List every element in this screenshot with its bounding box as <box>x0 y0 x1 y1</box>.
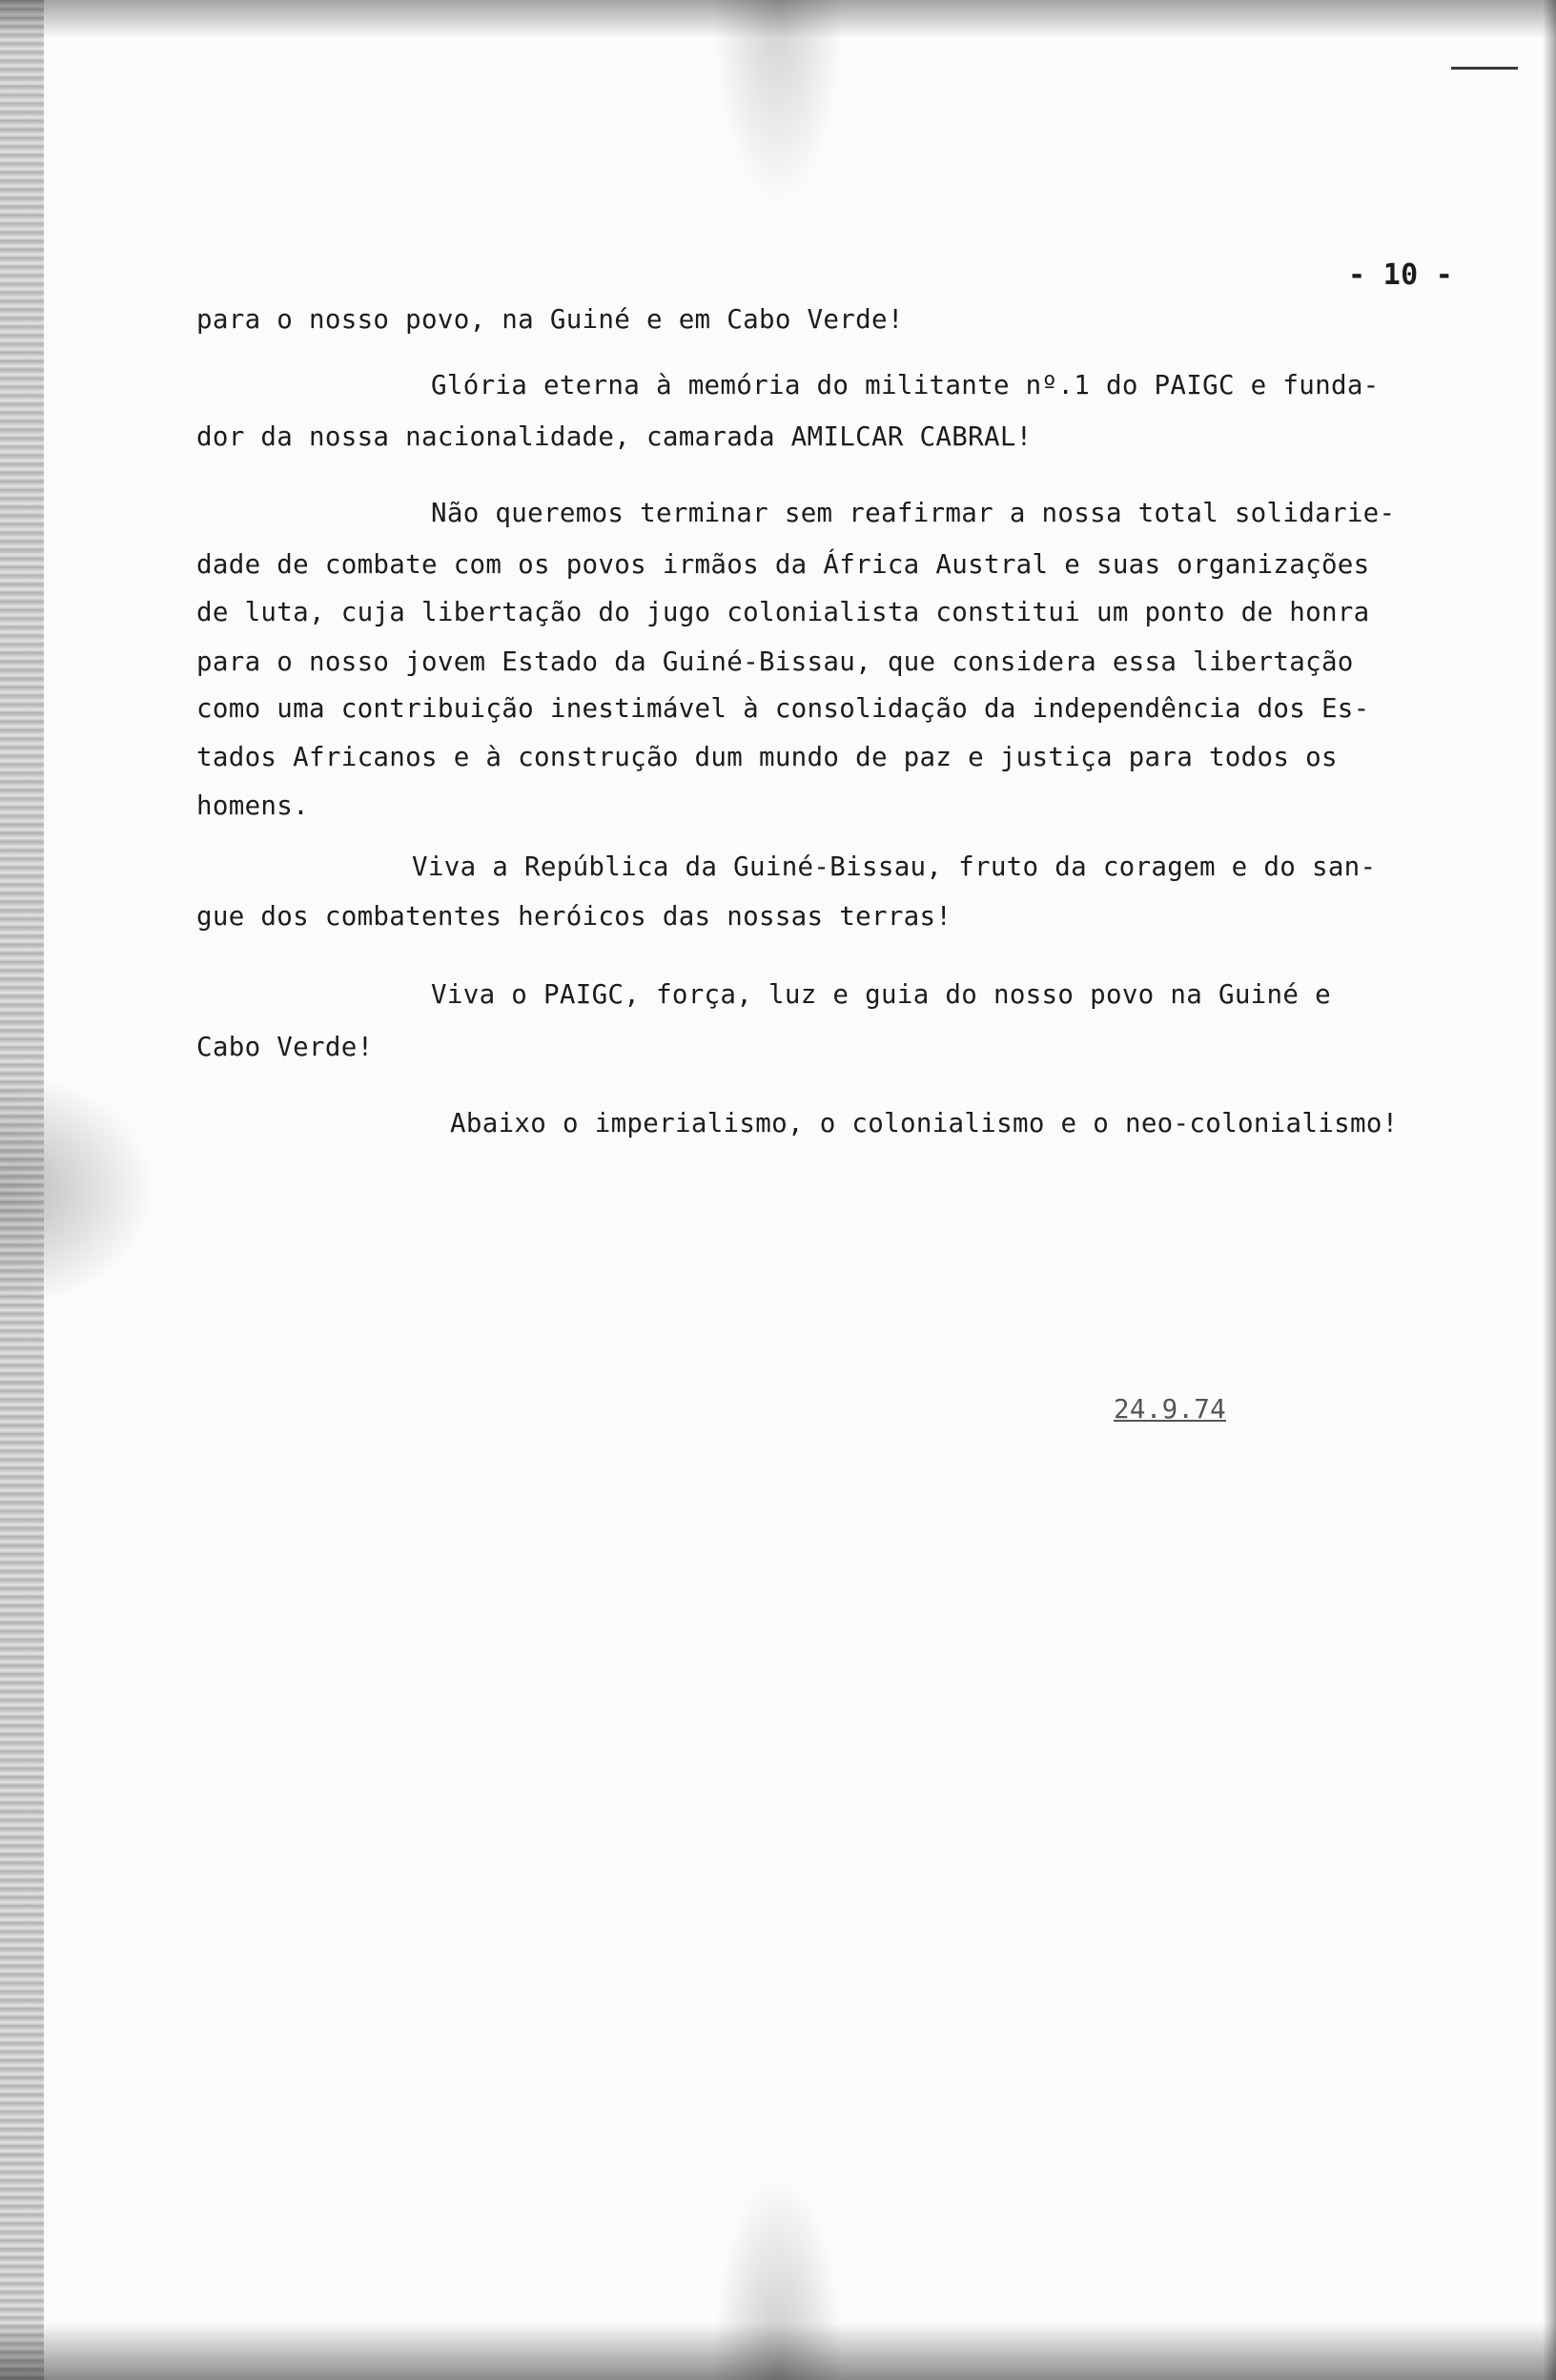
text-line: Viva a República da Guiné-Bissau, fruto da coragem e do san- <box>412 851 1377 882</box>
text-line: homens. <box>196 790 309 821</box>
text-line: para o nosso povo, na Guiné e em Cabo Verde! <box>196 304 904 335</box>
text-line: tados Africanos e à construção dum mundo de paz e justiça para todos os <box>196 742 1338 772</box>
text-line: Abaixo o imperialismo, o colonialismo e o neo-colonialismo! <box>450 1108 1399 1139</box>
text-line: Glória eterna à memória do militante nº.1 do PAIGC e funda- <box>431 370 1380 400</box>
text-line: para o nosso jovem Estado da Guiné-Bissau, que considera essa libertação <box>196 646 1354 677</box>
scan-top-edge <box>0 0 1556 38</box>
text-line: gue dos combatentes heróicos das nossas terras! <box>196 901 952 932</box>
corner-mark <box>1451 67 1518 70</box>
page-number: - 10 - <box>1348 258 1454 292</box>
text-line: de luta, cuja libertação do jugo colonialista constitui um ponto de honra <box>196 597 1370 627</box>
date: 24.9.74 <box>1114 1394 1226 1425</box>
text-line: Não queremos terminar sem reafirmar a nossa total solidarie- <box>431 498 1396 528</box>
scan-right-edge <box>1543 0 1556 2380</box>
text-line: como uma contribuição inestimável à consolidação da independência dos Es- <box>196 693 1370 724</box>
text-line: dade de combate com os povos irmãos da África Austral e suas organizações <box>196 549 1370 580</box>
text-line: dor da nossa nacionalidade, camarada AMILCAR CABRAL! <box>196 421 1033 452</box>
scan-left-edge <box>0 0 44 2380</box>
text-line: Viva o PAIGC, força, luz e guia do nosso povo na Guiné e <box>431 979 1331 1010</box>
scan-bottom-edge <box>0 2323 1556 2380</box>
text-line: Cabo Verde! <box>196 1032 374 1062</box>
